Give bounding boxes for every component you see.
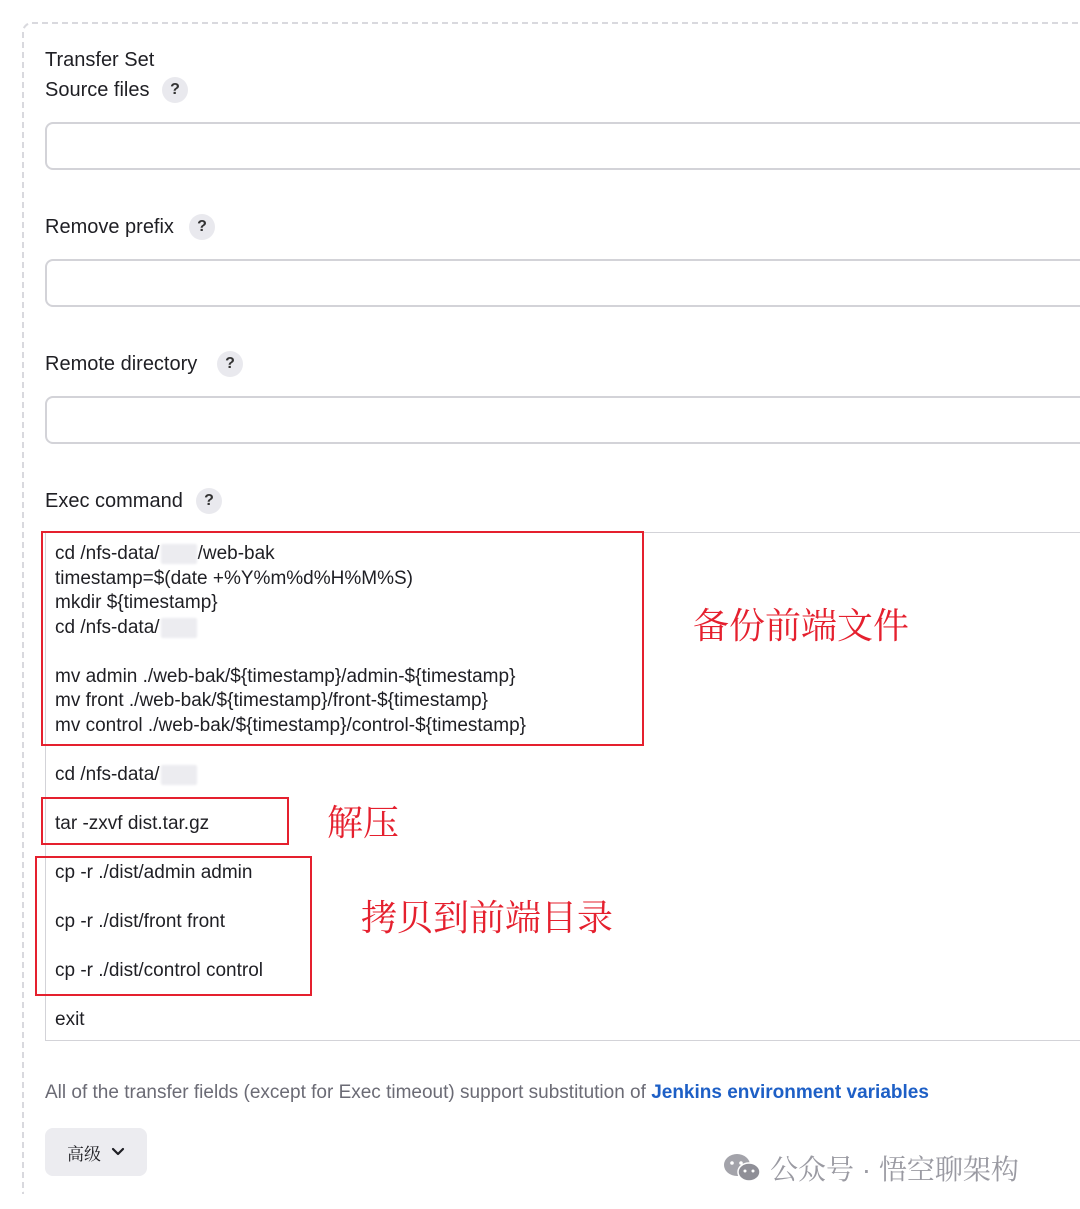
command-line: cd /nfs-data/ /web-bak xyxy=(55,543,275,564)
extract-highlight-box xyxy=(41,797,289,845)
command-line: cd /nfs-data/ xyxy=(55,763,198,787)
command-line: tar -zxvf dist.tar.gz xyxy=(55,813,210,834)
remote-directory-label: Remote directory xyxy=(45,353,198,375)
command-line: cp -r ./dist/front front xyxy=(55,911,225,932)
command-line: mv admin ./web-bak/${timestamp}/admin-${timestamp} xyxy=(55,666,516,687)
command-line: mkdir ${timestamp} xyxy=(55,592,218,613)
substitution-note: All of the transfer fields (except for Exec timeout) support substitution of Jenkins environment variables xyxy=(45,1082,929,1103)
copy-annotation: 拷贝到前端目录 xyxy=(361,897,614,938)
backup-annotation: 备份前端文件 xyxy=(693,605,910,646)
source-files-input[interactable] xyxy=(45,122,1080,170)
advanced-button[interactable] xyxy=(45,1128,147,1176)
chevron-down-icon xyxy=(111,1147,125,1157)
redacted-text xyxy=(161,765,197,785)
watermark xyxy=(722,1148,1019,1188)
backup-highlight-box xyxy=(41,531,644,746)
command-line: timestamp=$(date +%Y%m%d%H%M%S) xyxy=(55,568,413,589)
command-line: mv control ./web-bak/${timestamp}/control-${timestamp} xyxy=(55,715,526,736)
command-line: cp -r ./dist/control control xyxy=(55,960,264,981)
command-line: mv front ./web-bak/${timestamp}/front-${timestamp} xyxy=(55,690,488,711)
remove-prefix-label: Remove prefix xyxy=(45,216,174,238)
extract-annotation: 解压 xyxy=(327,802,400,843)
copy-highlight-box xyxy=(35,856,312,996)
advanced-button-label: 高级 xyxy=(67,1144,101,1164)
remove-prefix-help-icon[interactable]: ? xyxy=(189,214,215,240)
wechat-icon xyxy=(722,1152,762,1184)
source-files-label: Source files xyxy=(45,79,150,101)
exec-command-help-icon[interactable]: ? xyxy=(196,488,222,514)
jenkins-env-vars-link[interactable]: Jenkins environment variables xyxy=(651,1082,929,1103)
remote-directory-input[interactable] xyxy=(45,396,1080,444)
command-line: cp -r ./dist/admin admin xyxy=(55,862,253,883)
watermark-text: 公众号 · 悟空聊架构 xyxy=(770,1154,1019,1185)
source-files-help-icon[interactable]: ? xyxy=(162,77,188,103)
remote-directory-help-icon[interactable]: ? xyxy=(217,351,243,377)
transfer-set-title: Transfer Set xyxy=(45,49,155,71)
command-line: cd /nfs-data/ xyxy=(55,616,198,640)
exec-command-label: Exec command xyxy=(45,490,183,512)
command-line: exit xyxy=(55,1009,85,1030)
remove-prefix-input[interactable] xyxy=(45,259,1080,307)
